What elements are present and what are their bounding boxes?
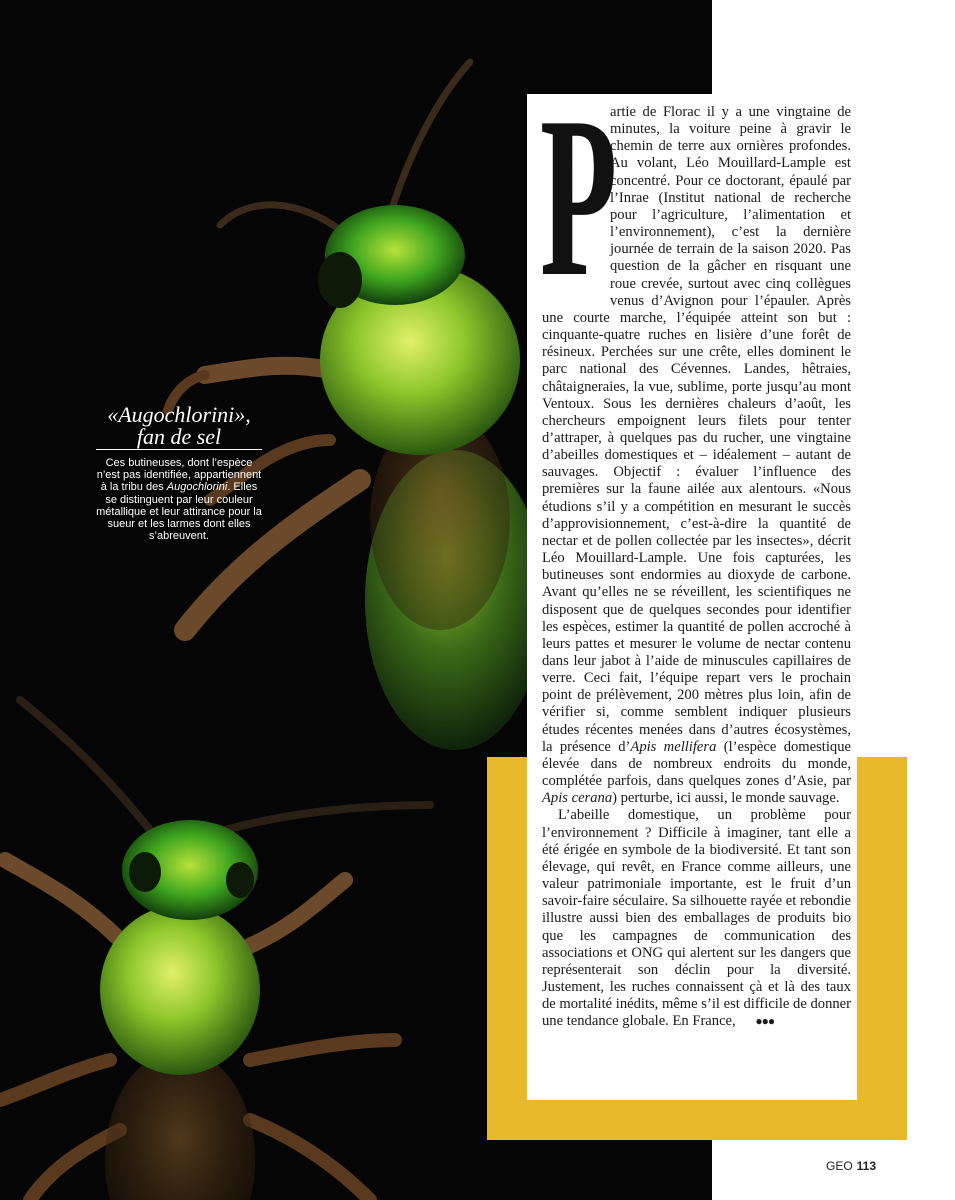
article-paragraph-2: [542, 807, 851, 1030]
magazine-name: GEO: [826, 1159, 853, 1173]
caption-body-part1: Ces butineuses, dont l’espèce n’est pas identifiée, appartiennent à la tribu des: [96, 457, 262, 494]
continuation-mark-icon: ●●●: [755, 1014, 775, 1029]
bee-lower: [0, 700, 430, 1200]
photo-caption: [96, 404, 262, 542]
species-name-apis-cerana: Apis cerana: [542, 790, 613, 807]
caption-title: [96, 404, 262, 448]
caption-body-italic: Augochlorini: [166, 481, 228, 494]
paragraph-1-text-c: ) perturbe, ici aussi, le monde sauvage.: [612, 790, 840, 807]
paragraph-1-text-b: (l’espèce domestique élevée dans de nombreux endroits du monde, complétée parfois, dans quelques zones d’Asie, par: [542, 738, 851, 790]
drop-cap: P: [540, 69, 618, 324]
paragraph-1-text-a: artie de Florac il y a une vingtaine de minutes, la voiture peine à gravir le chemin de terre aux ornières profondes. Au volant, Léo Mouillard-Lample est concentré. Pour ce doctorant, épaulé par l’Inrae (Institut national de recherche pour l’agriculture, l’alimentation et l’environnement), c’est la dernière journée de terrain de la saison 2020. Pas question de la gâcher en risquant une roue crevée, surtout avec cinq collègues venus d’Avignon pour l’épauler. Après une courte marche, l’équipée atteint son but : cinquante-quatre ruches en lisière d’une forêt de résineux. Perchées sur une crête, elles dominent le parc national des Cévennes. Landes, hêtraies, châtaigneraies, la vue, sublime, porte jusqu’au mont Ventoux. Sous les dernières chaleurs d’août, les chercheurs empoignent leurs filets pour tenter d’attraper, à quelques pas du rucher, une vingtaine d’abeilles domestiques et – idéalement – autant de sauvages. Objectif : évaluer l’influence des premières sur la faune ailée aux alentours. «Nous étudions s’il y a compétition en mesurant le succès d’approvisionnement, c’est-à-dire la quantité de nectar et de pollen collectée par les insectes», décrit Léo Mouillard-Lample. Une fois capturées, les butineuses sont endormies au dioxyde de carbone. Avant qu’elles ne se réveillent, les scientifiques ne disposent que de quelques secondes pour identifier les espèces, estimer la quantité de pollen accroché à leurs pattes et mesurer le volume de nectar contenu dans leur jabot à l’aide de minuscules capillaires de verre. Ceci fait, l’équipe repart vers le prochain point de prélèvement, 200 mètres plus loin, afin de vérifier si, comme semblent indiquer plusieurs études récentes menées dans d’autres écosystèmes, la présence d’: [542, 104, 851, 755]
caption-title-line2: fan de sel: [136, 424, 222, 449]
caption-body: [96, 457, 262, 542]
caption-body-part2: . Elles se distinguent par leur couleur métallique et leur attirance pour la sueur et les larmes dont elles s’abreuvent.: [96, 481, 262, 543]
species-name-apis-mellifera: Apis mellifera: [630, 738, 717, 755]
page-number: 113: [856, 1159, 877, 1173]
caption-divider: [96, 449, 262, 450]
article-paragraph-1: [540, 69, 851, 807]
paragraph-2-text: L’abeille domestique, un problème pour l’environnement ? Difficile à imaginer, tant elle a été érigée en symbole de la biodiversité. Et tant son élevage, qui revêt, en France comme ailleurs, une valeur patrimoniale importante, est le fruit d’un savoir-faire séculaire. Sa silhouette rayée et rebondie illustre aussi bien des emballages de produits bio que les campagnes de communication des associations et ONG qui alertent sur les dangers que représenterait son déclin pour la diversité. Justement, les ruches connaissent çà et là des taux de mortalité inédits, même s’il est difficile de donner une tendance globale. En France,: [542, 807, 851, 1030]
caption-title-line1: «Augochlorini»,: [107, 402, 251, 427]
article-body: [540, 69, 851, 1030]
page-folio: [826, 1159, 876, 1173]
